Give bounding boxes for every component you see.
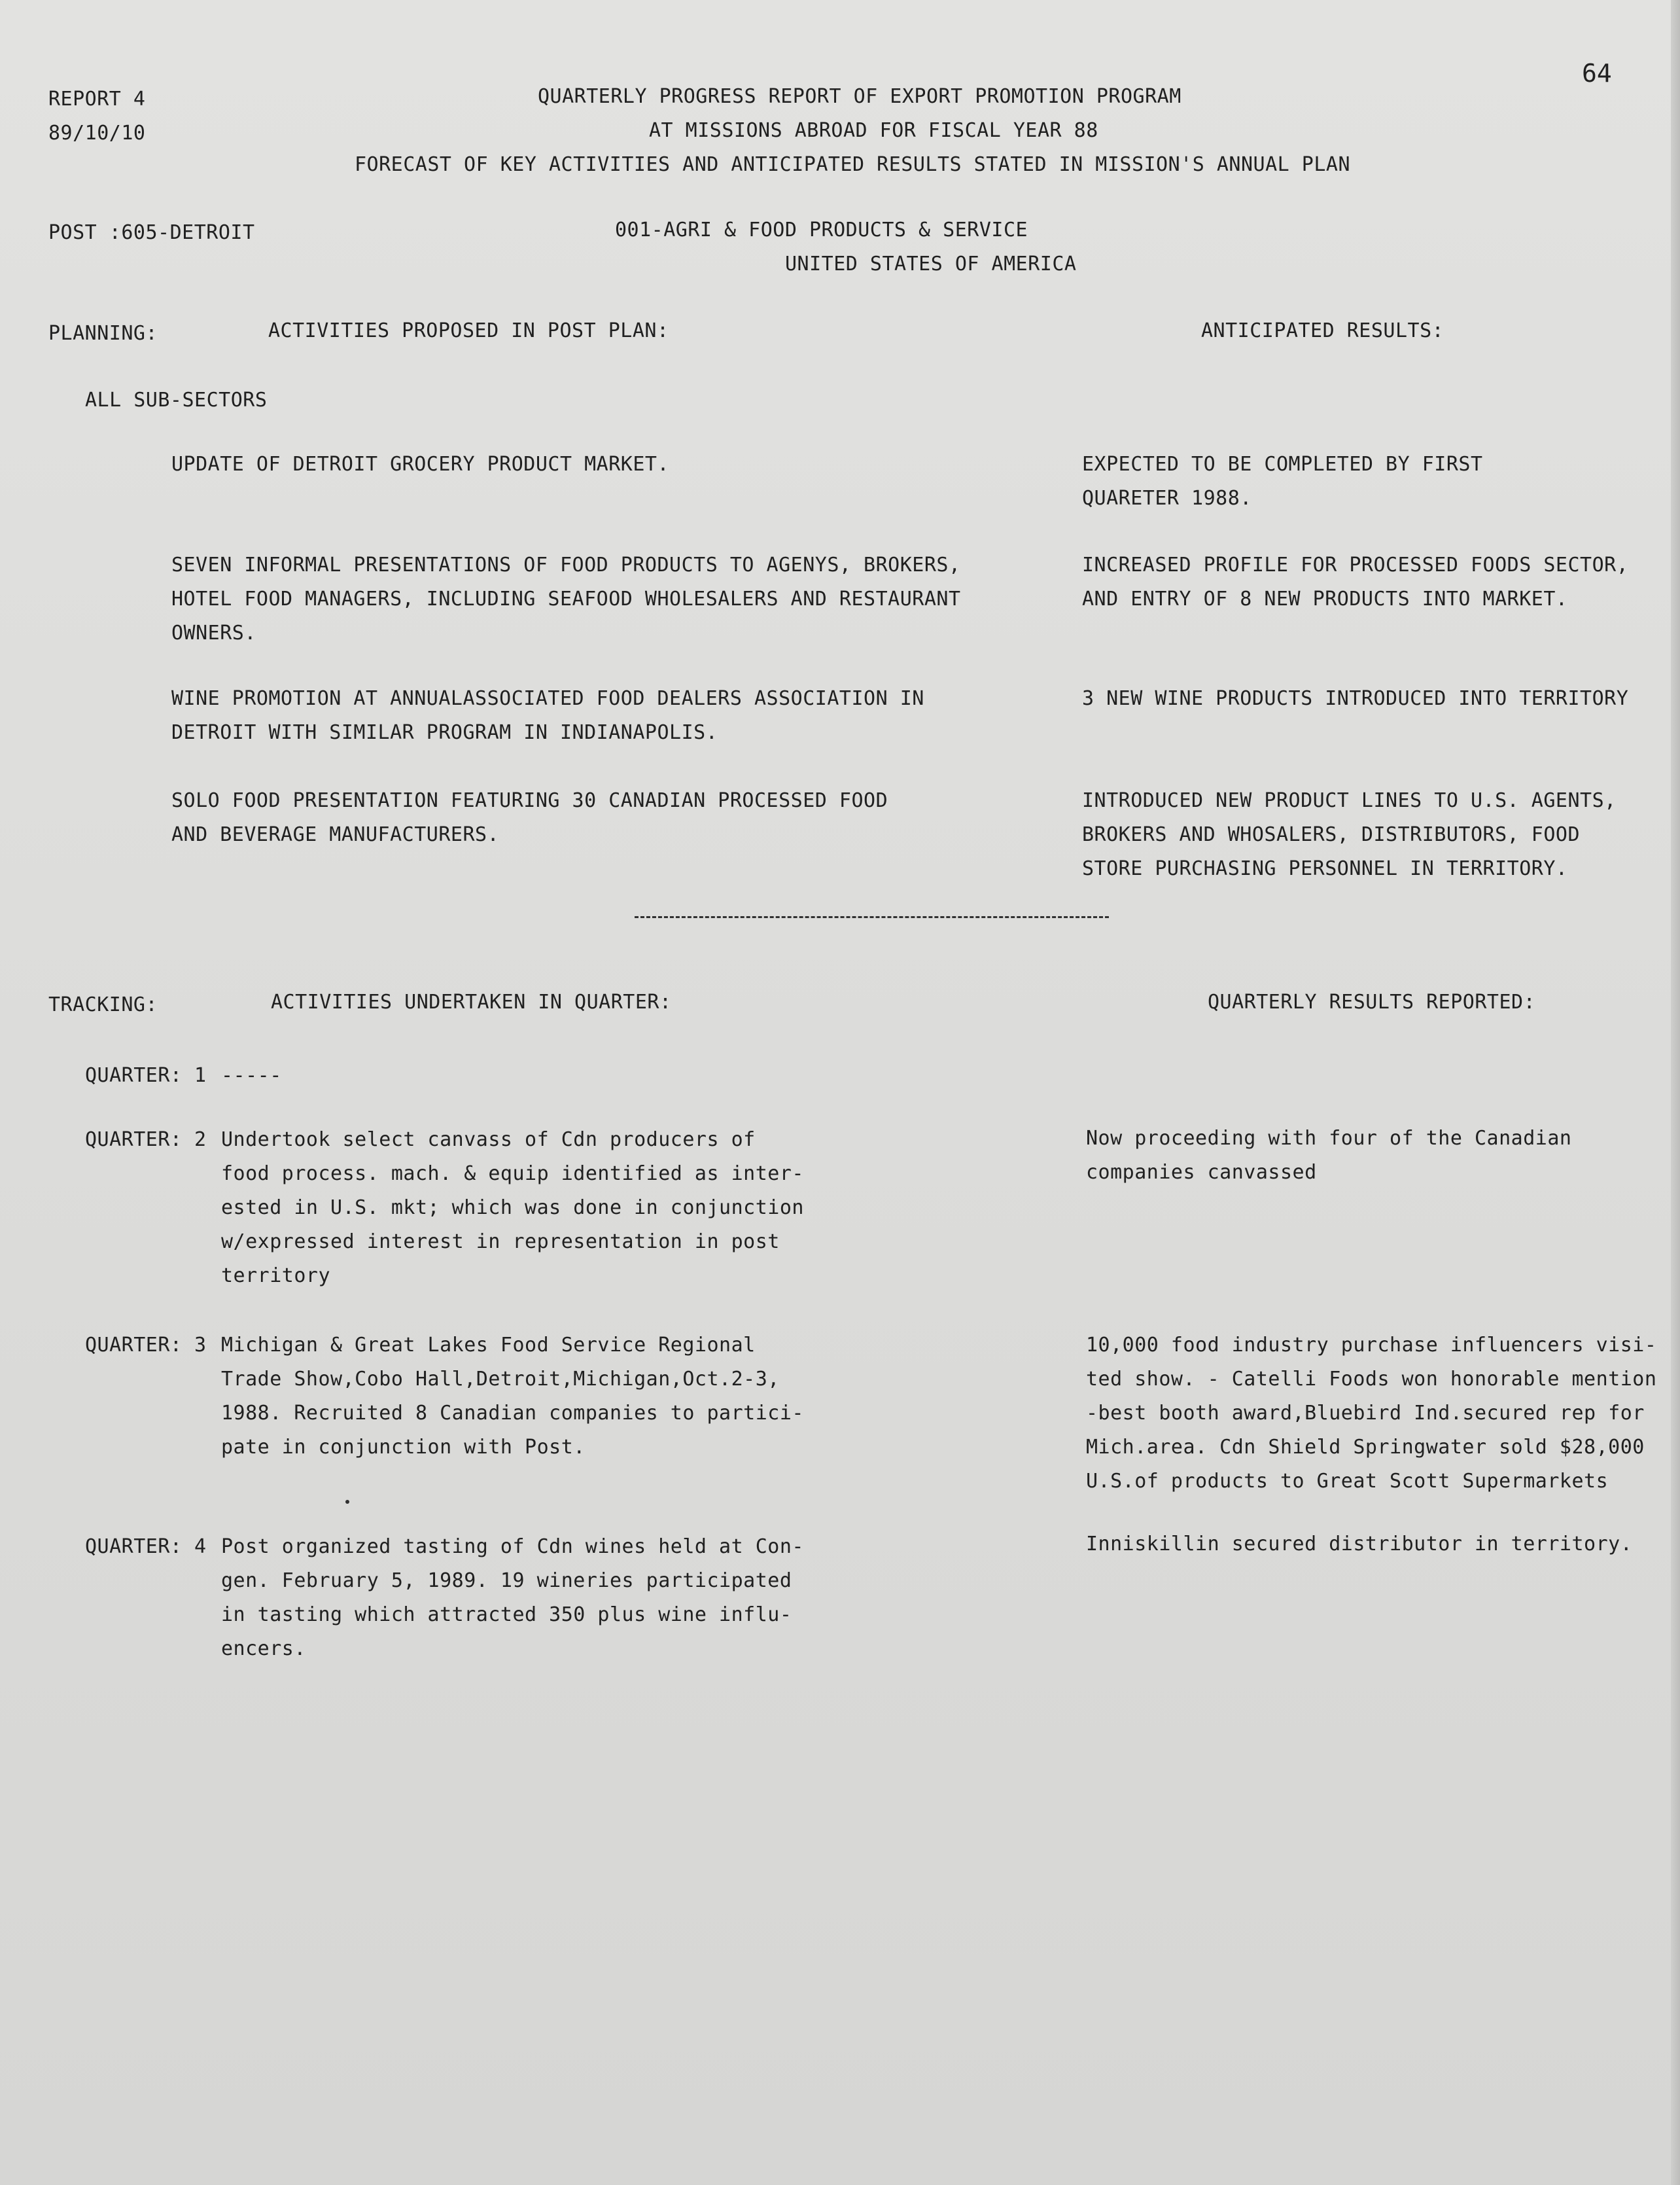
planned-activity: SOLO FOOD PRESENTATION FEATURING 30 CANADIAN PROCESSED FOOD AND BEVERAGE MANUFACTURERS. (171, 789, 888, 846)
subsector-label: ALL SUB-SECTORS (85, 389, 268, 412)
quarter-label: QUARTER: 4 (85, 1535, 207, 1558)
planned-activity: WINE PROMOTION AT ANNUALASSOCIATED FOOD DEALERS ASSOCIATION IN DETROIT WITH SIMILAR PROGRAM IN INDIANAPOLIS. (171, 687, 924, 744)
quarter-result: Inniskillin secured distributor in territory. (1086, 1533, 1633, 1555)
tracking-activities-header: ACTIVITIES UNDERTAKEN IN QUARTER: (271, 991, 672, 1014)
post-label: POST :605-DETROIT (48, 221, 255, 244)
report-title-line2: AT MISSIONS ABROAD FOR FISCAL YEAR 88 (649, 119, 1098, 142)
quarter-label: QUARTER: 1 (85, 1064, 207, 1087)
planning-activities-header: ACTIVITIES PROPOSED IN POST PLAN: (268, 319, 669, 342)
planning-results-header: ANTICIPATED RESULTS: (1201, 319, 1444, 342)
report-title-line1: QUARTERLY PROGRESS REPORT OF EXPORT PROMOTION PROGRAM (538, 85, 1181, 108)
quarter-label: QUARTER: 2 (85, 1128, 207, 1151)
report-title-line3: FORECAST OF KEY ACTIVITIES AND ANTICIPATED RESULTS STATED IN MISSION'S ANNUAL PLAN (355, 153, 1351, 176)
report-number: REPORT 4 (48, 88, 146, 111)
planned-activity: UPDATE OF DETROIT GROCERY PRODUCT MARKET. (171, 453, 670, 476)
quarter-result: Now proceeding with four of the Canadian companies canvassed (1086, 1127, 1572, 1184)
planning-label: PLANNING: (48, 322, 158, 345)
quarter-activity: ----- (221, 1064, 282, 1087)
page-number: 64 (1582, 59, 1612, 88)
page-edge-shadow (1671, 0, 1680, 2185)
quarter-result: 10,000 food industry purchase influencers visi- ted show. - Catelli Foods won honorable mention -best booth award,Bluebird Ind.secured rep for Mich.area. Cdn Shield Springwater sold $28,000 U.S.of products to Great Scott Supermarkets (1086, 1334, 1657, 1493)
quarter-activity: Post organized tasting of Cdn wines held at Con- gen. February 5, 1989. 19 wineries participated in tasting which attracted 350 plus wine influ- encers. (221, 1535, 804, 1660)
sector-label: 001-AGRI & FOOD PRODUCTS & SERVICE (615, 219, 1028, 241)
planned-activity: SEVEN INFORMAL PRESENTATIONS OF FOOD PRODUCTS TO AGENYS, BROKERS, HOTEL FOOD MANAGERS, INCLUDING SEAFOOD WHOLESALERS AND RESTAURANT OWNERS. (171, 554, 961, 645)
tracking-results-header: QUARTERLY RESULTS REPORTED: (1208, 991, 1536, 1014)
quarter-label: QUARTER: 3 (85, 1334, 207, 1357)
report-date: 89/10/10 (48, 122, 146, 145)
section-divider (635, 916, 1109, 918)
tracking-label: TRACKING: (48, 993, 158, 1016)
anticipated-result: INTRODUCED NEW PRODUCT LINES TO U.S. AGENTS, BROKERS AND WHOSALERS, DISTRIBUTORS, FOOD STORE PURCHASING PERSONNEL IN TERRITORY. (1082, 789, 1617, 880)
anticipated-result: EXPECTED TO BE COMPLETED BY FIRST QUARETER 1988. (1082, 453, 1483, 510)
country-label: UNITED STATES OF AMERICA (785, 253, 1077, 275)
quarter-activity: Undertook select canvass of Cdn producers of food process. mach. & equip identified as inter- ested in U.S. mkt; which was done in conjunction w/expressed interest in representation in post territory (221, 1128, 804, 1287)
stray-mark (345, 1500, 349, 1504)
anticipated-result: 3 NEW WINE PRODUCTS INTRODUCED INTO TERRITORY (1082, 687, 1629, 710)
quarter-activity: Michigan & Great Lakes Food Service Regional Trade Show,Cobo Hall,Detroit,Michigan,Oct.2-3, 1988. Recruited 8 Canadian companies to partici- pate in conjunction with Post. (221, 1334, 804, 1459)
anticipated-result: INCREASED PROFILE FOR PROCESSED FOODS SECTOR, AND ENTRY OF 8 NEW PRODUCTS INTO MARKET. (1082, 554, 1629, 611)
